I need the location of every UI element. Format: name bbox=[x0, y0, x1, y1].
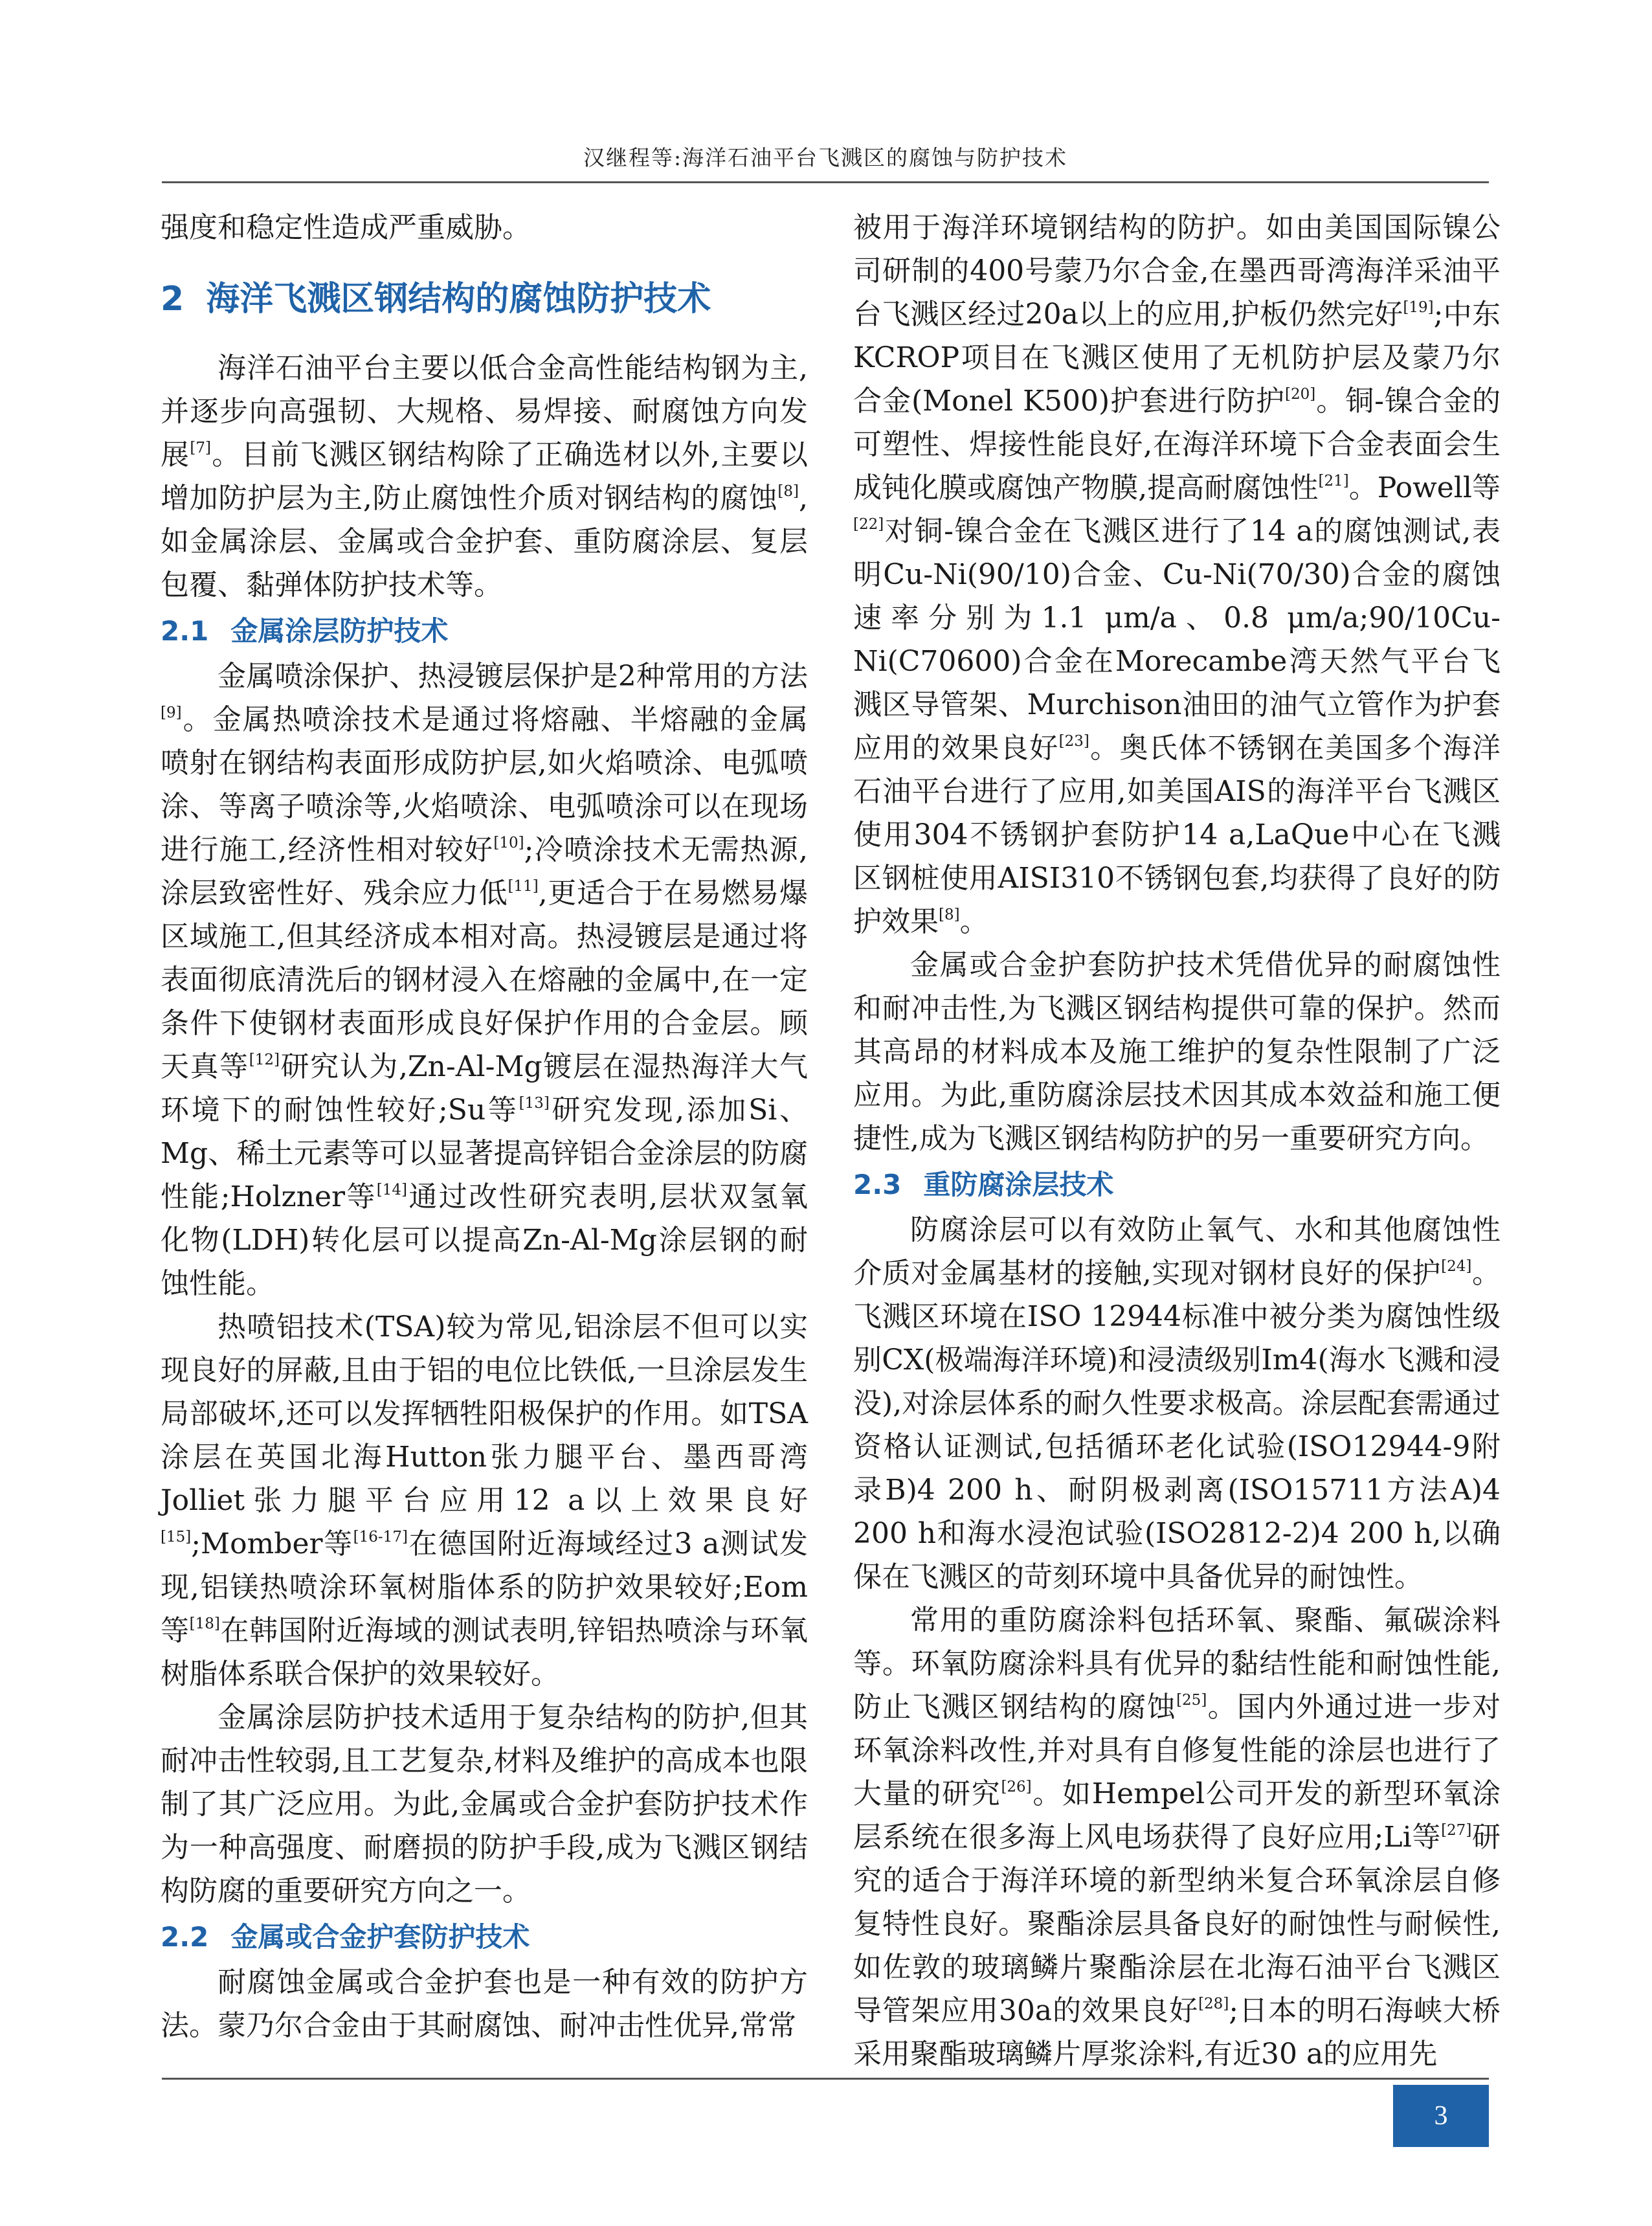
citation: [25] bbox=[1176, 1692, 1207, 1709]
paragraph: 强度和稳定性造成严重威胁。 bbox=[161, 211, 531, 244]
subsection-number: 2.3 bbox=[853, 1169, 902, 1200]
paragraph: 海洋石油平台主要以低合金高性能结构钢为主,并逐步向高强韧、大规格、易焊接、耐腐蚀方向发展[7]。目前飞溅区钢结构除了正确选材以外,主要以增加防护层为主,防止腐蚀性介质对钢结构的腐蚀[8],如金属涂层、金属或合金护套、重防腐涂层、复层包覆、黏弹体防护技术等。 bbox=[161, 352, 808, 601]
section-number: 2 bbox=[161, 280, 184, 319]
citation: [7] bbox=[190, 440, 211, 456]
citation: [21] bbox=[1318, 473, 1349, 489]
citation: [27] bbox=[1441, 1822, 1472, 1839]
paragraph: 防腐涂层可以有效防止氧气、水和其他腐蚀性介质对金属基材的接触,实现对钢材良好的保护[24]。飞溅区环境在ISO 12944标准中被分类为腐蚀性级别CX(极端海洋环境)和浸渍级别Im4(海水飞溅和浸没),对涂层体系的耐久性要求极高。涂层配套需通过资格认证测试,包括循环老化试验(ISO12944-9附录B)4 200 h、耐阴极剥离(ISO15711方法A)4 200 h和海水浸泡试验(ISO2812-2)4 200 h,以确保在飞溅区的苛刻环境中具备优异的耐蚀性。 bbox=[853, 1213, 1501, 1593]
citation: [11] bbox=[508, 878, 539, 895]
subsection-number: 2.2 bbox=[161, 1921, 209, 1953]
paragraph: 金属或合金护套防护技术凭借优异的耐腐蚀性和耐冲击性,为飞溅区钢结构提供可靠的保护。然而其高昂的材料成本及施工维护的复杂性限制了广泛应用。为此,重防腐涂层技术因其成本效益和施工便捷性,成为飞溅区钢结构防护的另一重要研究方向。 bbox=[853, 949, 1501, 1155]
citation: [8] bbox=[939, 906, 960, 923]
citation: [10] bbox=[493, 835, 524, 851]
subsection-title: 金属涂层防护技术 bbox=[230, 615, 449, 647]
citation: [22] bbox=[853, 516, 884, 533]
subsection-number: 2.1 bbox=[161, 615, 209, 647]
paragraph: 热喷铝技术(TSA)较为常见,铝涂层不但可以实现良好的屏蔽,且由于铝的电位比铁低,一旦涂层发生局部破坏,还可以发挥牺牲阳极保护的作用。如TSA涂层在英国北海Hutton张力腿平台、墨西哥湾Jolliet张力腿平台应用12 a以上效果良好[15];Momber等[16-17]在德国附近海域经过3 a测试发现,铝镁热喷涂环氧树脂体系的防护效果较好;Eom等[18]在韩国附近海域的测试表明,锌铝热喷涂与环氧树脂体系联合保护的效果较好。 bbox=[161, 1310, 808, 1691]
citation: [14] bbox=[376, 1182, 407, 1198]
paragraph: 耐腐蚀金属或合金护套也是一种有效的防护方法。蒙乃尔合金由于其耐腐蚀、耐冲击性优异,常常 bbox=[161, 1966, 808, 2042]
page-number: 3 bbox=[1393, 2085, 1489, 2147]
citation: [28] bbox=[1198, 1996, 1229, 2012]
subsection-title: 金属或合金护套防护技术 bbox=[230, 1921, 530, 1953]
section-title: 海洋飞溅区钢结构的腐蚀防护技术 bbox=[206, 280, 711, 319]
paragraph: 金属喷涂保护、热浸镀层保护是2种常用的方法[9]。金属热喷涂技术是通过将熔融、半熔融的金属喷射在钢结构表面形成防护层,如火焰喷涂、电弧喷涂、等离子喷涂等,火焰喷涂、电弧喷涂可以在现场进行施工,经济性相对较好[10];冷喷涂技术无需热源,涂层致密性好、残余应力低[11],更适合于在易燃易爆区域施工,但其经济成本相对高。热浸镀层是通过将表面彻底清洗后的钢材浸入在熔融的金属中,在一定条件下使钢材表面形成良好保护作用的合金层。顾天真等[12]研究认为,Zn-Al-Mg镀层在湿热海洋大气环境下的耐蚀性较好;Su等[13]研究发现,添加Si、Mg、稀土元素等可以显著提高锌铝合金涂层的防腐性能;Holzner等[14]通过改性研究表明,层状双氢氧化物(LDH)转化层可以提高Zn-Al-Mg涂层钢的耐蚀性能。 bbox=[161, 660, 808, 1300]
right-column bbox=[853, 206, 1501, 2076]
footer-rule bbox=[162, 2078, 1489, 2080]
header-title: 汉继程等:海洋石油平台飞溅区的腐蚀与防护技术 bbox=[583, 145, 1068, 170]
paragraph: 被用于海洋环境钢结构的防护。如由美国国际镍公司研制的400号蒙乃尔合金,在墨西哥湾海洋采油平台飞溅区经过20a以上的应用,护板仍然完好[19];中东KCROP项目在飞溅区使用了无机防护层及蒙乃尔合金(Monel K500)护套进行防护[20]。铜-镍合金的可塑性、焊接性能良好,在海洋环境下合金表面会生成钝化膜或腐蚀产物膜,提高耐腐蚀性[21]。Powell等[22]对铜-镍合金在飞溅区进行了14 a的腐蚀测试,表明Cu-Ni(90/10)合金、Cu-Ni(70/30)合金的腐蚀速率分别为1.1 μm/a、0.8 μm/a;90/10Cu-Ni(C70600)合金在Morecambe湾天然气平台飞溅区导管架、Murchison油田的油气立管作为护套应用的效果良好[23]。奥氏体不锈钢在美国多个海洋石油平台进行了应用,如美国AIS的海洋平台飞溅区使用304不锈钢护套防护14 a,LaQue中心在飞溅区钢桩使用AISI310不锈钢包套,均获得了良好的防护效果[8]。 bbox=[853, 211, 1501, 938]
citation: [24] bbox=[1441, 1258, 1472, 1275]
citation: [16-17] bbox=[353, 1529, 408, 1546]
left-column bbox=[161, 206, 808, 2047]
paragraph: 常用的重防腐涂料包括环氧、聚酯、氟碳涂料等。环氧防腐涂料具有优异的黏结性能和耐蚀性能,防止飞溅区钢结构的腐蚀[25]。国内外通过进一步对环氧涂料改性,并对具有自修复性能的涂层也进行了大量的研究[26]。如Hempel公司开发的新型环氧涂层系统在很多海上风电场获得了良好应用;Li等[27]研究的适合于海洋环境的新型纳米复合环氧涂层自修复特性良好。聚酯涂层具备良好的耐蚀性与耐候性,如佐敦的玻璃鳞片聚酯涂层在北海石油平台飞溅区导管架应用30a的效果良好[28];日本的明石海峡大桥采用聚酯玻璃鳞片厚浆涂料,有近30 a的应用先 bbox=[853, 1604, 1501, 2071]
paragraph: 金属涂层防护技术适用于复杂结构的防护,但其耐冲击性较弱,且工艺复杂,材料及维护的高成本也限制了其广泛应用。为此,金属或合金护套防护技术作为一种高强度、耐磨损的防护手段,成为飞溅区钢结构防腐的重要研究方向之一。 bbox=[161, 1701, 808, 1907]
running-header bbox=[162, 110, 1489, 183]
section-heading-2 bbox=[161, 276, 808, 322]
subsection-title: 重防腐涂层技术 bbox=[923, 1169, 1114, 1200]
citation: [15] bbox=[161, 1529, 192, 1546]
citation: [19] bbox=[1403, 299, 1434, 316]
citation: [20] bbox=[1285, 386, 1316, 403]
citation: [9] bbox=[161, 704, 182, 721]
citation: [8] bbox=[777, 483, 799, 500]
citation: [12] bbox=[249, 1051, 280, 1068]
citation: [18] bbox=[189, 1615, 220, 1632]
subsection-heading-2-2 bbox=[161, 1917, 808, 1958]
subsection-heading-2-3 bbox=[853, 1164, 1501, 1206]
citation: [23] bbox=[1058, 733, 1089, 750]
subsection-heading-2-1 bbox=[161, 611, 808, 652]
citation: [13] bbox=[519, 1095, 550, 1112]
citation: [26] bbox=[1001, 1779, 1032, 1795]
